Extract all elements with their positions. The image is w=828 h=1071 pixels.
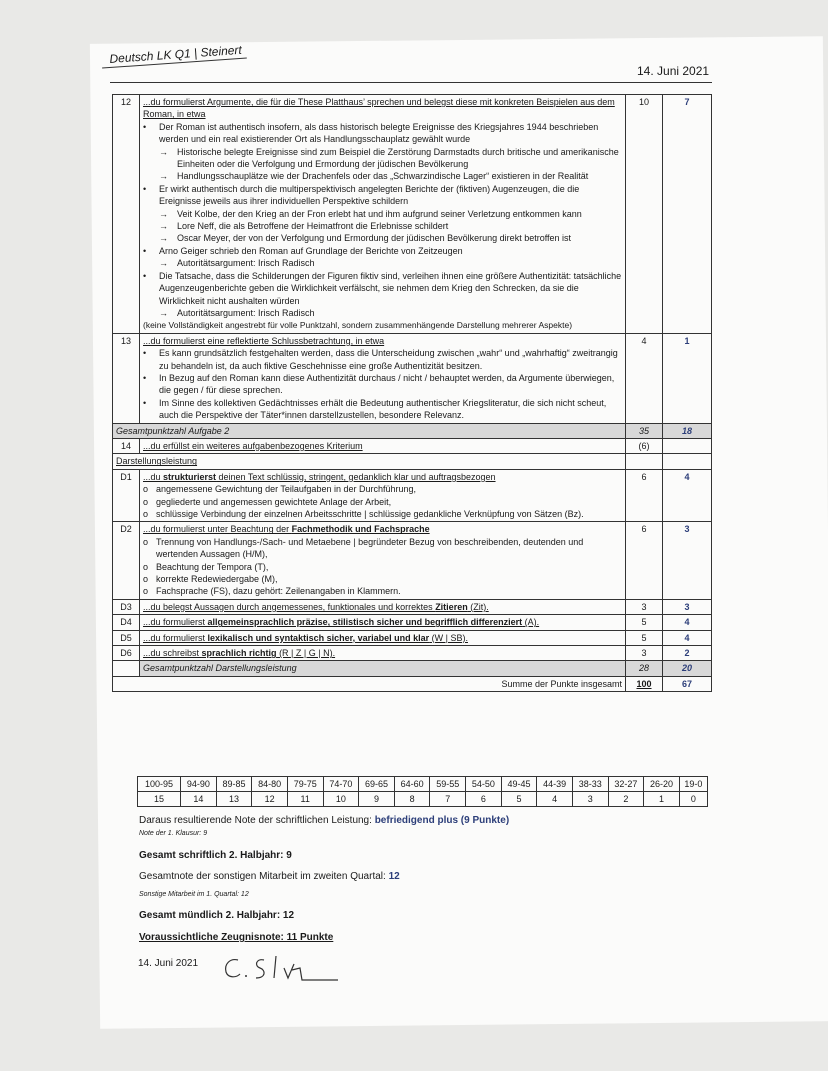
- bullet-text: Der Roman ist authentisch insofern, als dass historisch belegte Ereignisse des Kriegsjahres 1944 beschrieben werden und ein real existierender Ort als Handlungsschauplatz gewählt wurde: [159, 121, 599, 145]
- achieved-points: 4: [663, 469, 712, 522]
- achieved-points: 1: [663, 333, 712, 423]
- criterion-row-d4: [113, 615, 712, 630]
- grade-range-cell: 64-60: [394, 777, 430, 792]
- achieved-points: 7: [663, 95, 712, 334]
- criterion-id: D3: [113, 599, 140, 614]
- arrow-text: Lore Neff, die als Betroffene der Heimatfront die Erlebnisse schildert: [177, 221, 449, 232]
- grade-points-cell: 15: [138, 792, 181, 807]
- arrow-text: Autoritätsargument: Irisch Radisch: [177, 258, 315, 269]
- max-points: 3: [626, 599, 663, 614]
- arrow-text: Historische belegte Ereignisse sind zum Beispiel die Zerstörung Darmstadts durch britische und amerikanische Einheiten oder die Verfolgung und Ermordung der jüdischen Bevölkerung: [177, 146, 619, 170]
- signature-icon: [220, 950, 350, 984]
- sum-max: 35: [626, 423, 663, 438]
- task-intro: ...du formulierst Argumente, die für die These Platthaus’ sprechen und belegst diese mit konkreten Beispielen aus dem Roman, in etwa: [143, 97, 615, 120]
- bullet-text: Er wirkt authentisch durch die multiperspektivisch angelegten Berichte der (fiktiven) Augenzeugen, die die Ereignisse jeweils aus ihrer individuellen Perspektive schildern: [159, 183, 580, 207]
- criterion-content: ...du formulierst allgemeinsprachlich präzise, stilistisch sicher und begrifflich differenziert (A).: [140, 615, 626, 630]
- grade-points-cell: 11: [287, 792, 323, 807]
- grade-range-cell: 44-39: [537, 777, 573, 792]
- total-got: 67: [663, 676, 712, 691]
- max-points: 5: [626, 630, 663, 645]
- sum-label: Gesamtpunktzahl Darstellungsleistung: [140, 661, 626, 676]
- task-row-12: [113, 95, 712, 334]
- max-points: 6: [626, 469, 663, 522]
- achieved-points: 3: [663, 599, 712, 614]
- other-work-grade: Gesamtnote der sonstigen Mitarbeit im zweiten Quartal: 12: [139, 871, 400, 882]
- grade-points-cell: 3: [572, 792, 608, 807]
- max-points: 4: [626, 333, 663, 423]
- grade-range-cell: 74-70: [323, 777, 359, 792]
- sum-max: 28: [626, 661, 663, 676]
- grade-points-cell: 7: [430, 792, 466, 807]
- task-content: ...du formulierst Argumente, die für die These Platthaus’ sprechen und belegst diese mit konkreten Beispielen aus dem Roman, in etwa • Der Roman ist authentisch insofern, als dass historisch belegte Ereignisse des Kriegsjahres 1944 beschrieben werden und ein real existierender Ort als Handlungsschauplatz gewählt wurde → Historische belegte Ereignisse sind zum Beispiel die Zerstörung Darmstadts durch britische und amerikanische Einheiten oder die Verfolgung und Ermordung der jüdischen Bevölkerung → Handlungsschauplätze wie der Drachenfels oder das „Schwarzindische Lager“ existieren in der Realität • Er wirkt authentisch durch die multiperspektivisch angelegten Berichte der (fiktiven) Augenzeugen, die die Ereignisse jeweils aus ihrer individuellen Perspektive schildern → Veit Kolbe, der den Krieg an der Fron erlebt hat und ihm aufgrund seiner Verletzung entkommen kann → Lore Neff, die als Betroffene der Heimatfront die Erlebnisse schildert → Oscar Meyer, der von der Verfolgung und Ermordung der jüdischen Bevölkerung direkt betroffen ist • Arno Geiger schrieb den Roman auf Grundlage der Berichte von Zeitzeugen → Autoritätsargument: Irisch Radisch • Die Tatsache, dass die Schilderungen der Figuren fiktiv sind, verleihen ihnen eine größere Authentizität: tatsächliche Augenzeugenberichte geben die Wirklichkeit verfälscht, sie nehmen dem Krieg den Schrecken, da sie die Wirklichkeit nicht aushalten würden → Autoritätsargument: Irisch Radisch (keine Vollständigkeit angestrebt für volle Punktzahl, sondern zusammenhängende Darstellung mehrerer Aspekte): [140, 95, 626, 334]
- criterion-content: ...du schreibst sprachlich richtig (R | Z | G | N).: [140, 646, 626, 661]
- achieved-points: [663, 438, 712, 453]
- criterion-content: ...du strukturierst deinen Text schlüssig, stringent, gedanklich klar und auftragsbezogen o angemessene Gewichtung der Teilaufgaben in der Durchführung, o gegliederte und angemessen gewichtete Anlage der Arbeit, o schlüssige Verbindung der einzelnen Arbeitsschritte | schlüssige gedankliche Verknüpfung von Sätzen (Bz).: [140, 469, 626, 522]
- task-row-14: [113, 438, 712, 453]
- grade-range-cell: 49-45: [501, 777, 537, 792]
- header-date: 14. Juni 2021: [637, 64, 710, 78]
- grade-range-cell: 94-90: [181, 777, 217, 792]
- criterion-id: D4: [113, 615, 140, 630]
- first-exam-note: Note der 1. Klausur: 9: [139, 830, 208, 837]
- task-intro: ...du formulierst eine reflektierte Schlussbetrachtung, in etwa: [143, 335, 385, 346]
- grade-range-cell: 54-50: [466, 777, 502, 792]
- criterion-id: D5: [113, 630, 140, 645]
- max-points: 6: [626, 522, 663, 599]
- grade-points-cell: 13: [216, 792, 252, 807]
- grade-scale-table: [137, 776, 708, 807]
- max-points: 10: [626, 95, 663, 334]
- total-row: [113, 676, 712, 691]
- section-heading: Darstellungsleistung: [113, 454, 626, 469]
- task-number: 12: [113, 95, 140, 334]
- header-rule: [110, 82, 712, 83]
- written-total: Gesamt schriftlich 2. Halbjahr: 9: [139, 850, 292, 861]
- grade-range-cell: 38-33: [572, 777, 608, 792]
- grade-points-cell: 2: [608, 792, 644, 807]
- grade-range-cell: 100-95: [138, 777, 181, 792]
- grade-points-cell: 8: [394, 792, 430, 807]
- grade-points-cell: 0: [679, 792, 707, 807]
- achieved-points: 4: [663, 630, 712, 645]
- sum-label: Gesamtpunktzahl Aufgabe 2: [113, 423, 626, 438]
- achieved-points: 2: [663, 646, 712, 661]
- grade-range-cell: 89-85: [216, 777, 252, 792]
- arrow-text: Oscar Meyer, der von der Verfolgung und Ermordung der jüdischen Bevölkerung direkt betroffen ist: [177, 233, 572, 244]
- task-number: 13: [113, 333, 140, 423]
- criterion-content: ...du belegst Aussagen durch angemessenes, funktionales und korrektes Zitieren (Zit).: [140, 599, 626, 614]
- task-content: ...du formulierst eine reflektierte Schlussbetrachtung, in etwa • Es kann grundsätzlich festgehalten werden, dass die Unterscheidung zwischen „wahr“ und „wahrhaftig“ zweitrangig zu behandeln ist, da auch fiktive Geschehnisse eine große Authentizität besitzen. • In Bezug auf den Roman kann diese Authentizität durchaus / nicht / behauptet werden, da Argumente überwiegen, die gegen / für diese sprechen. • Im Sinne des kollektiven Gedächtnisses erhält die Bedeutung authentischer Kriegsliteratur, die sich nicht scheut, auch die Perspektive der Täter*innen darstellzustellen, besondere Relevanz.: [140, 333, 626, 423]
- grade-range-cell: 32-27: [608, 777, 644, 792]
- oral-total: Gesamt mündlich 2. Halbjahr: 12: [139, 910, 295, 921]
- max-points: 3: [626, 646, 663, 661]
- grade-points-cell: 9: [359, 792, 395, 807]
- other-work-first: Sonstige Mitarbeit im 1. Quartal: 12: [139, 891, 249, 898]
- final-grade: Voraussichtliche Zeugnisnote: 11 Punkte: [139, 932, 334, 943]
- sum-row-task2: [113, 423, 712, 438]
- signature-date: 14. Juni 2021: [138, 958, 199, 969]
- criterion-row-d1: [113, 469, 712, 522]
- grade-range-cell: 59-55: [430, 777, 466, 792]
- achieved-points: 3: [663, 522, 712, 599]
- criterion-row-d3: [113, 599, 712, 614]
- grade-result: Daraus resultierende Note der schriftlichen Leistung: befriedigend plus (9 Punkte): [139, 815, 510, 826]
- achieved-points: 4: [663, 615, 712, 630]
- grade-points-cell: 12: [252, 792, 288, 807]
- criterion-id: D6: [113, 646, 140, 661]
- signature-line: [138, 958, 198, 969]
- grade-points-cell: 6: [466, 792, 502, 807]
- criterion-content: ...du formulierst lexikalisch und syntaktisch sicher, variabel und klar (W | SB).: [140, 630, 626, 645]
- grade-range-cell: 79-75: [287, 777, 323, 792]
- task-row-13: [113, 333, 712, 423]
- grade-range-cell: 26-20: [644, 777, 680, 792]
- grade-ranges-row: [138, 777, 708, 792]
- sum-got: 20: [663, 661, 712, 676]
- arrow-text: Autoritätsargument: Irisch Radisch: [177, 307, 315, 318]
- grade-points-cell: 5: [501, 792, 537, 807]
- max-points: (6): [626, 438, 663, 453]
- bullet-text: Die Tatsache, dass die Schilderungen der Figuren fiktiv sind, verleihen ihnen eine größere Authentizität: tatsächliche Augenzeugenberichte geben die Wirklichkeit verfälscht, sie nehmen dem Krieg den Schrecken, da sie die Wirklichkeit nicht aushalten würden: [159, 270, 622, 306]
- grade-points-cell: 10: [323, 792, 359, 807]
- sum-got: 18: [663, 423, 712, 438]
- completeness-note: (keine Vollständigkeit angestrebt für volle Punktzahl, sondern zusammenhängende Darstellung mehrerer Aspekte): [143, 320, 573, 331]
- course-header: Deutsch LK Q1 | Steinert: [109, 43, 242, 66]
- assessment-table: [112, 94, 712, 692]
- grade-points-cell: 14: [181, 792, 217, 807]
- criterion-id: D1: [113, 469, 140, 522]
- task-intro: ...du erfüllst ein weiteres aufgabenbezogenes Kriterium: [140, 438, 626, 453]
- criterion-row-d2: [113, 522, 712, 599]
- bullet-text: In Bezug auf den Roman kann diese Authentizität durchaus / nicht / behauptet werden, da Argumente überwiegen, die gegen / für diese sprechen.: [159, 372, 615, 396]
- criterion-content: ...du formulierst unter Beachtung der Fachmethodik und Fachsprache o Trennung von Handlungs-/Sach- und Metaebene | begründeter Bezug von beschreibenden, deutenden und wertenden Aussagen (H/M), o Beachtung der Tempora (T), o korrekte Redewiedergabe (M), o Fachsprache (FS), dazu gehört: Zeilenangaben in Klammern.: [140, 522, 626, 599]
- bullet-text: Es kann grundsätzlich festgehalten werden, dass die Unterscheidung zwischen „wahr“ und „wahrhaftig“ zweitrangig zu behandeln ist, da auch fiktive Geschehnisse eine große Authentizität besitzen.: [159, 348, 618, 371]
- grade-range-cell: 19-0: [679, 777, 707, 792]
- bullet-text: Arno Geiger schrieb den Roman auf Grundlage der Berichte von Zeitzeugen: [159, 245, 463, 256]
- darstellung-heading-row: [113, 454, 712, 469]
- arrow-text: Veit Kolbe, der den Krieg an der Fron erlebt hat und ihm aufgrund seiner Verletzung entkommen kann: [177, 208, 582, 219]
- grade-points-cell: 1: [644, 792, 680, 807]
- total-label: Summe der Punkte insgesamt: [113, 676, 626, 691]
- criterion-row-d6: [113, 646, 712, 661]
- grade-points-row: [138, 792, 708, 807]
- sum-row-darstellung: [113, 661, 712, 676]
- bullet-text: Im Sinne des kollektiven Gedächtnisses erhält die Bedeutung authentischer Kriegsliteratur, die sich nicht scheut, auch die Perspektive der Täter*innen darstellzustellen, besondere Relevanz.: [159, 397, 607, 421]
- task-number: 14: [113, 438, 140, 453]
- arrow-text: Handlungsschauplätze wie der Drachenfels oder das „Schwarzindische Lager“ existieren in der Realität: [177, 171, 589, 182]
- criterion-id: D2: [113, 522, 140, 599]
- grade-range-cell: 69-65: [359, 777, 395, 792]
- max-points: 5: [626, 615, 663, 630]
- grade-range-cell: 84-80: [252, 777, 288, 792]
- total-max: 100: [626, 676, 663, 691]
- criterion-row-d5: [113, 630, 712, 645]
- grade-points-cell: 4: [537, 792, 573, 807]
